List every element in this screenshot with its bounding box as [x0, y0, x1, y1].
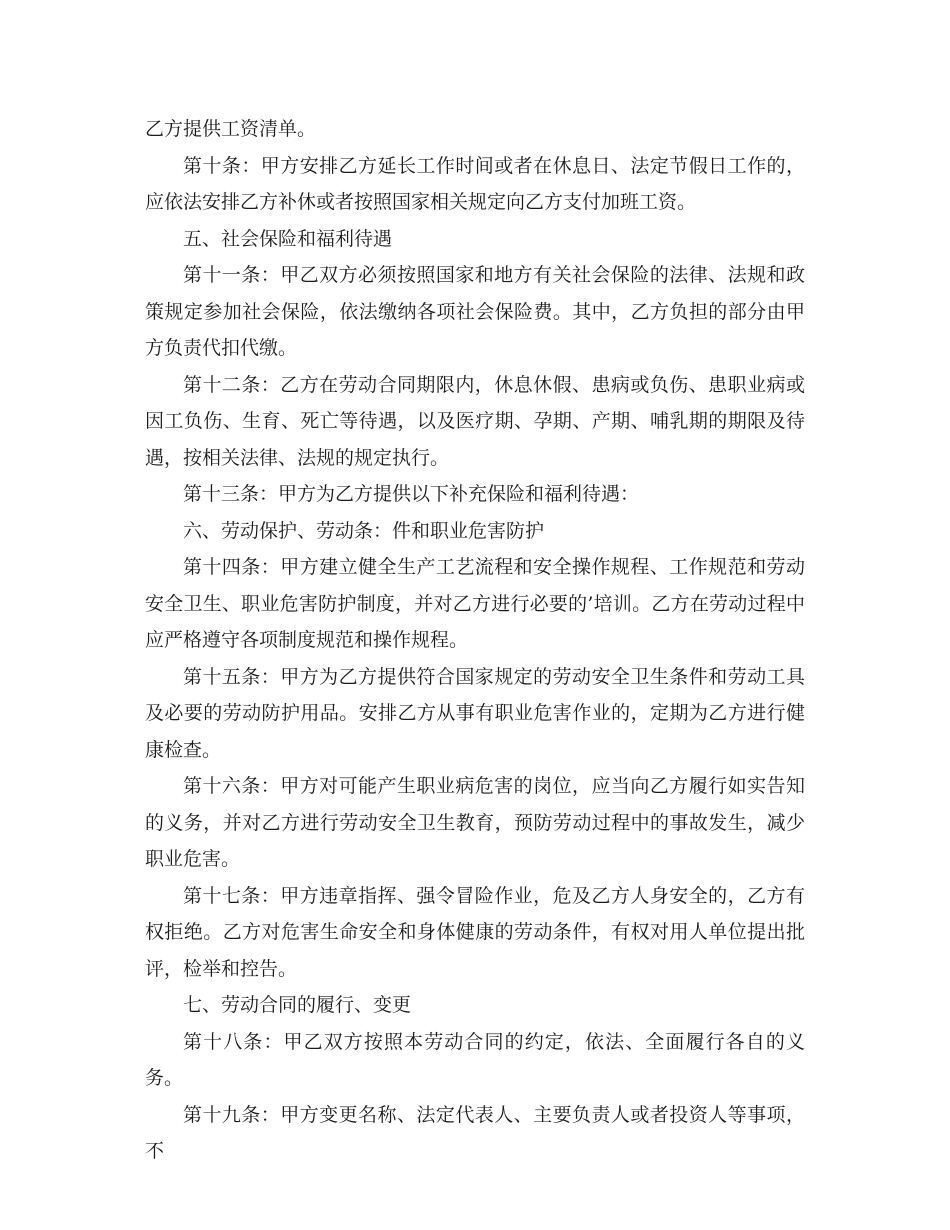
paragraph-article-14: 第十四条：甲方建立健全生产工艺流程和安全操作规程、工作规范和劳动安全卫生、职业危害防护制度，并对乙方进行必要的’培训。乙方在劳动过程中应严格遵守各项制度规范和操作规程。: [145, 556, 805, 651]
paragraph-article-11: 第十一条：甲乙双方必须按照国家和地方有关社会保险的法律、法规和政策规定参加社会保险，依法缴纳各项社会保险费。其中，乙方负担的部分由甲方负责代扣代缴。: [145, 264, 805, 359]
paragraph-continuation: 乙方提供工资清单。: [145, 118, 317, 140]
paragraph-article-16: 第十六条：甲方对可能产生职业病危害的岗位，应当向乙方履行如实告知的义务，并对乙方进行劳动安全卫生教育，预防劳动过程中的事故发生，减少职业危害。: [145, 775, 805, 870]
paragraph-article-12: 第十二条：乙方在劳动合同期限内，休息休假、患病或负伤、患职业病或因工负伤、生育、死亡等待遇，以及医疗期、孕期、产期、哺乳期的期限及待遇，按相关法律、法规的规定执行。: [145, 373, 805, 469]
section-heading-contract-performance: 七、劳动合同的履行、变更: [183, 994, 412, 1016]
paragraph-article-19: 第十九条：甲方变更名称、法定代表人、主要负责人或者投资人等事项，不: [145, 1103, 805, 1162]
document-page: [145, 111, 805, 1170]
section-heading-labor-protection: 六、劳动保护、劳动条：件和职业危害防护: [183, 519, 545, 542]
paragraph-article-10: 第十条：甲方安排乙方延长工作时间或者在休息日、法定节假日工作的，应依法安排乙方补休或者按照国家相关规定向乙方支付加班工资。: [145, 154, 805, 213]
paragraph-article-18: 第十八条：甲乙双方按照本劳动合同的约定，依法、全面履行各自的义务。: [145, 1030, 805, 1089]
paragraph-article-15: 第十五条：甲方为乙方提供符合国家规定的劳动安全卫生条件和劳动工具及必要的劳动防护用品。安排乙方从事有职业危害作业的，定期为乙方进行健康检查。: [145, 665, 805, 761]
paragraph-article-13: 第十三条：甲方为乙方提供以下补充保险和福利待遇：: [183, 483, 640, 505]
section-heading-social-insurance: 五、社会保险和福利待遇: [183, 227, 393, 250]
paragraph-article-17: 第十七条：甲方违章指挥、强令冒险作业，危及乙方人身安全的，乙方有权拒绝。乙方对危害生命安全和身体健康的劳动条件，有权对用人单位提出批评，检举和控告。: [145, 884, 805, 980]
